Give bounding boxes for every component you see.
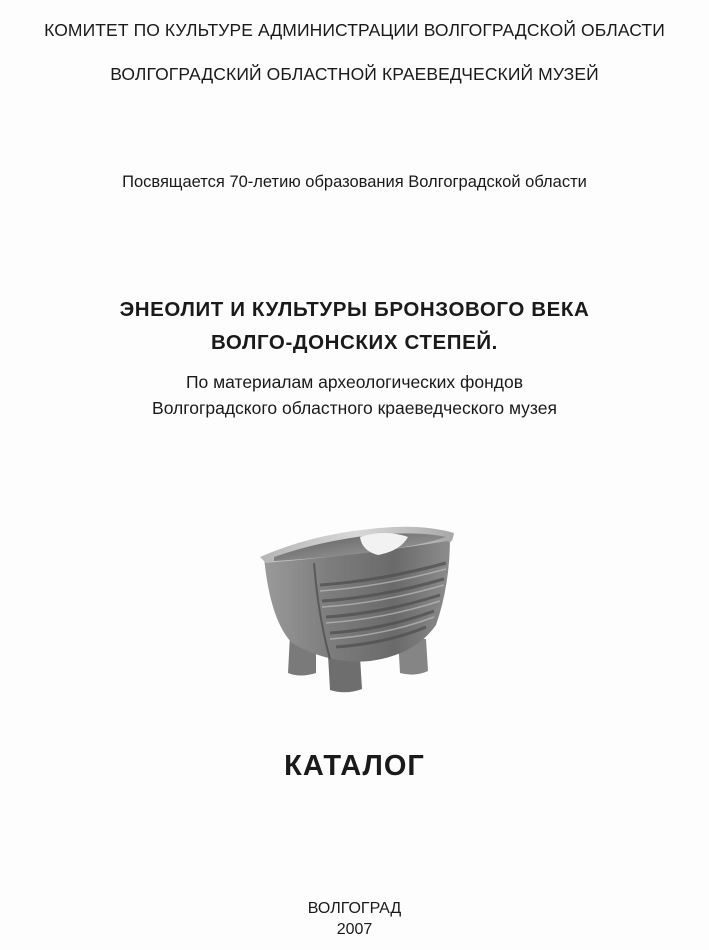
publication-city: ВОЛГОГРАД xyxy=(307,900,402,917)
book-subtitle-line-1: По материалам археологических фондов xyxy=(185,372,524,392)
publication-year: 2007 xyxy=(336,921,373,938)
dedication-text: Посвящается 70-летию образования Волгоградской области xyxy=(122,173,587,191)
book-title-line-2: ВОЛГО-ДОНСКИХ СТЕПЕЙ. xyxy=(211,331,498,354)
catalog-heading: КАТАЛОГ xyxy=(284,750,425,782)
book-subtitle-line-2: Волгоградского областного краеведческого музея xyxy=(152,398,557,418)
book-title-line-1: ЭНЕОЛИТ И КУЛЬТУРЫ БРОНЗОВОГО ВЕКА xyxy=(119,298,590,321)
organization-line-2: ВОЛГОГРАДСКИЙ ОБЛАСТНОЙ КРАЕВЕДЧЕСКИЙ МУЗЕЙ xyxy=(110,64,599,84)
organization-line-1: КОМИТЕТ ПО КУЛЬТУРЕ АДМИНИСТРАЦИИ ВОЛГОГРАДСКОЙ ОБЛАСТИ xyxy=(44,20,665,40)
vessel-photo-icon xyxy=(250,515,460,695)
